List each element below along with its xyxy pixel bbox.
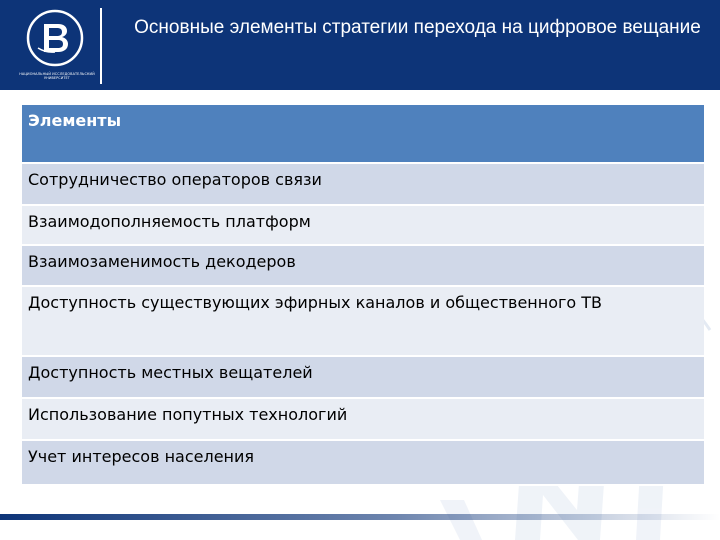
footer-gradient-bar <box>0 514 720 520</box>
table-row <box>22 286 704 356</box>
logo-caption: НАЦИОНАЛЬНЫЙ ИССЛЕДОВАТЕЛЬСКИЙ УНИВЕРСИТЕТ <box>19 72 95 80</box>
table-row <box>22 356 704 398</box>
page-title: Основные элементы стратегии перехода на цифровое вещание <box>134 17 701 38</box>
table-row <box>22 398 704 440</box>
table-cell: Учет интересов населения <box>22 440 704 485</box>
table-header-row <box>22 105 704 163</box>
table-row <box>22 440 704 485</box>
table-header-cell: Элементы <box>22 105 704 163</box>
table-cell: Сотрудничество операторов связи <box>22 163 704 205</box>
strategy-elements-table <box>22 105 704 486</box>
table-cell: Доступность местных вещателей <box>22 356 704 398</box>
table-cell: Использование попутных технологий <box>22 398 704 440</box>
table-row <box>22 163 704 205</box>
table-cell: Взаимозаменимость декодеров <box>22 245 704 286</box>
header-banner <box>0 0 720 90</box>
table-row <box>22 205 704 245</box>
table-cell: Доступность существующих эфирных каналов и общественного ТВ <box>22 286 704 356</box>
table-row <box>22 245 704 286</box>
table-cell: Взаимодополняемость платформ <box>22 205 704 245</box>
header-divider <box>100 8 102 84</box>
